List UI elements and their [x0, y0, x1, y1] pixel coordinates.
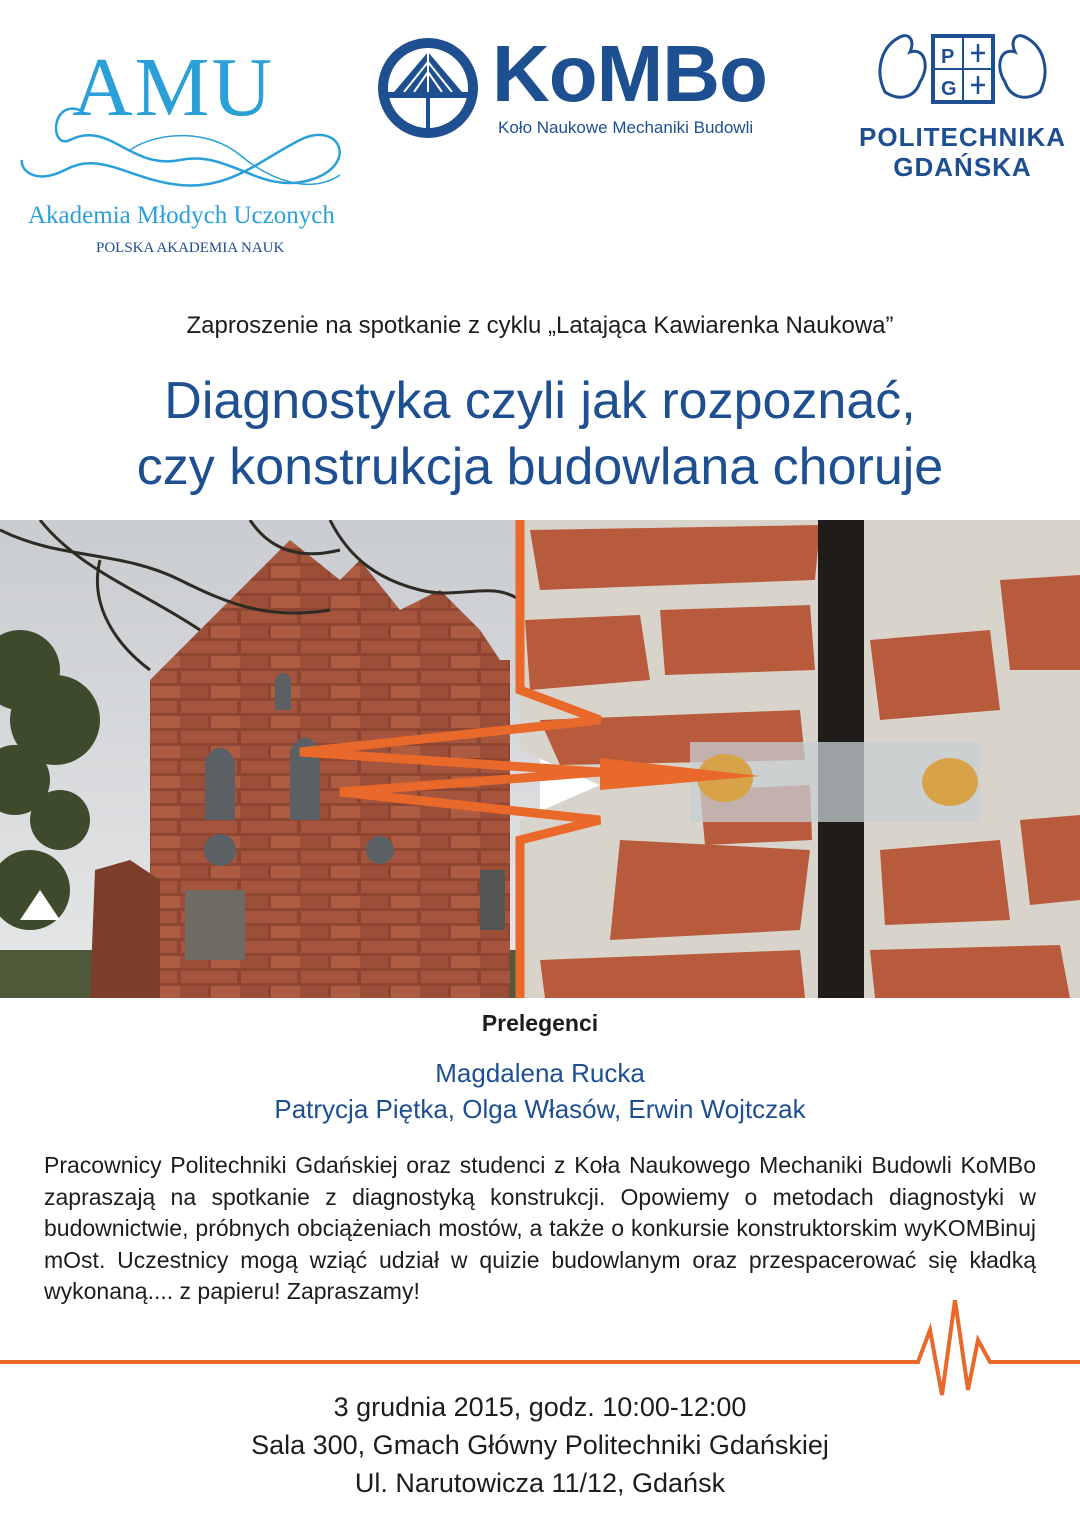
main-title-line2: czy konstrukcja budowlana choruje: [136, 438, 944, 496]
speaker-names-secondary: Patrycja Piętka, Olga Własów, Erwin Wojtczak: [274, 1094, 806, 1124]
kombo-logo: [370, 30, 840, 150]
kombo-wordmark: KoMBo: [492, 29, 767, 118]
amu-logo: [10, 40, 390, 270]
speakers-heading: Prelegenci: [481, 1010, 599, 1036]
event-room: Sala 300, Gmach Główny Politechniki Gdańskiej: [251, 1430, 829, 1460]
pg-emblem-letter-p: P: [941, 46, 955, 68]
pg-name-line1: POLITECHNIKA: [859, 122, 1066, 152]
church-and-brick-wall-photo: [0, 520, 1080, 998]
amu-subtitle: POLSKA AKADEMIA NAUK: [96, 240, 285, 256]
main-title: [0, 368, 1080, 500]
amu-full-name: Akademia Młodych Uczonych: [28, 202, 335, 229]
amu-infinity-swirl-icon: [10, 100, 390, 210]
pg-name-line2: GDAŃSKA: [893, 152, 1032, 182]
main-title-line1: Diagnostyka czyli jak rozpoznać,: [164, 372, 916, 430]
heartbeat-divider-line: [0, 1300, 1080, 1400]
invitation-line: Zaproszenie na spotkanie z cyklu „Latająca Kawiarenka Naukowa”: [186, 312, 894, 339]
event-address: Ul. Narutowicza 11/12, Gdańsk: [354, 1468, 726, 1498]
event-description: Pracownicy Politechniki Gdańskiej oraz studenci z Koła Naukowego Mechaniki Budowli KoMBo zapraszają na spotkanie z diagnostyką konstrukcji. Opowiemy o metodach diagnostyki w budownictwie, próbnych obciążeniach mostów, a także o konkursie konstruktorskim wyKOMBinuj mOst. Uczestnicy mogą wziąć udział w quizie budowlanym oraz przespacerować się kładką wykonaną.... z papieru! Zapraszamy!: [44, 1152, 1036, 1304]
pg-emblem-letter-g: G: [941, 78, 957, 100]
speaker-name-primary: Magdalena Rucka: [435, 1058, 645, 1088]
amu-logo-letters: AMU: [72, 41, 275, 134]
event-date-time: 3 grudnia 2015, godz. 10:00-12:00: [333, 1392, 747, 1422]
politechnika-gdanska-logo: [855, 22, 1070, 187]
pg-coat-of-arms-icon: [855, 22, 1070, 112]
kombo-subtitle: Koło Naukowe Mechaniki Budowli: [498, 118, 754, 137]
kombo-circle-emblem-icon: [374, 34, 482, 142]
